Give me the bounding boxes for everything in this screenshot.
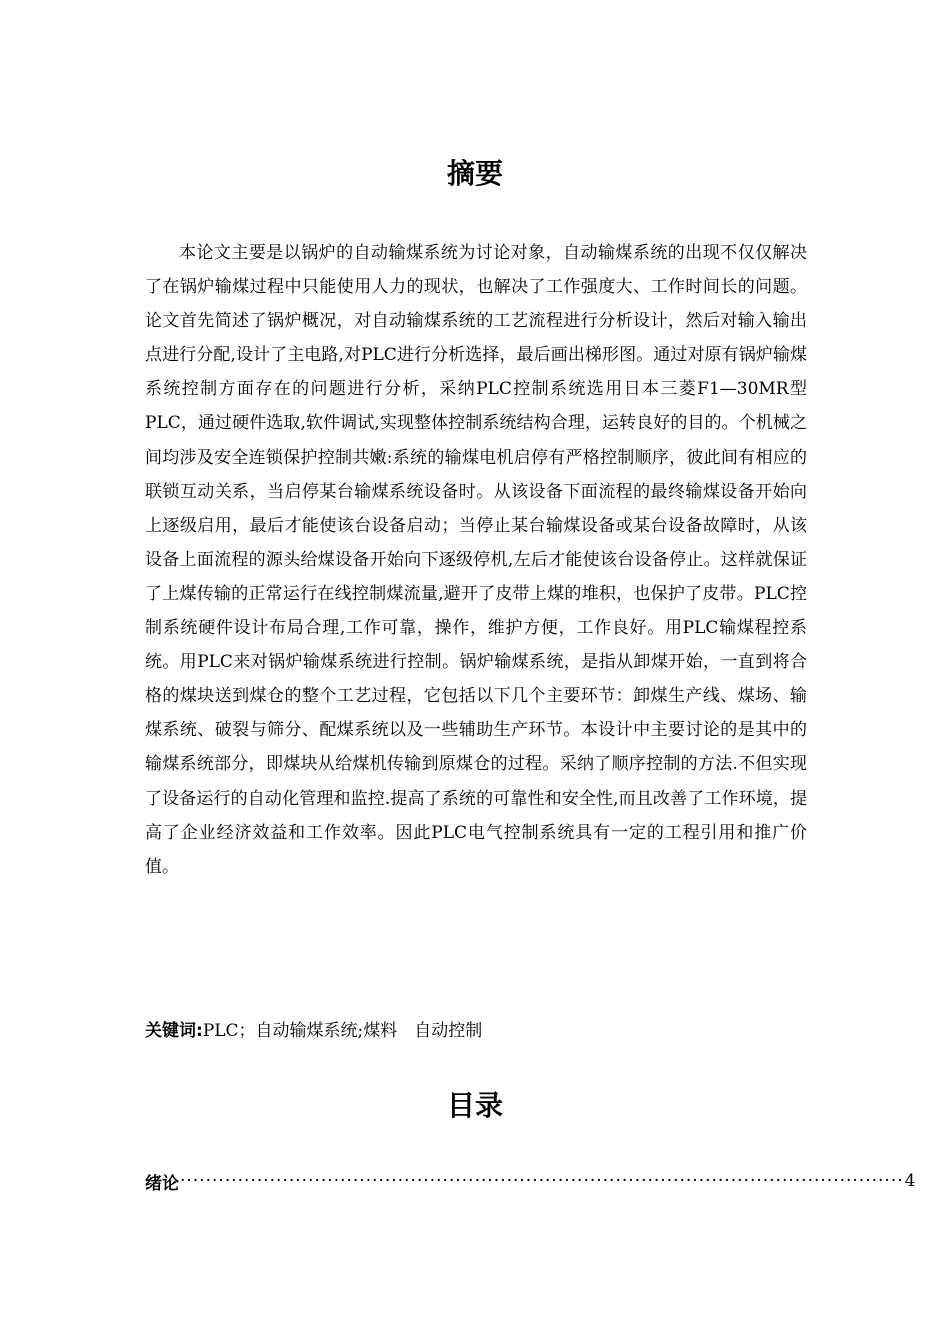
abstract-body: 本论文主要是以锅炉的自动输煤系统为讨论对象，自动输煤系统的出现不仅仅解决了在锅炉输煤过程中只能使用人力的现状，也解决了工作强度大、工作时间长的问题。论文首先简述了锅炉概况，对自动输煤系统的工艺流程进行分析设计，然后对输入输出点进行分配,设计了主电路,对PLC进行分析选择，最后画出梯形图。通过对原有锅炉输煤系统控制方面存在的问题进行分析，采纳PLC控制系统选用日本三菱F1—30MR型PLC，通过硬件选取,软件调试,实现整体控制系统结构合理，运转良好的目的。个机械之间均涉及安全连锁保护控制共嫩:系统的输煤电机启停有严格控制顺序，彼此间有相应的联锁互动关系，当启停某台输煤系统设备时。从该设备下面流程的最终输煤设备开始向上逐级启用，最后才能使该台设备启动；当停止某台输煤设备或某台设备故障时，从该设备上面流程的源头给煤设备开始向下逐级停机,左后才能使该台设备停止。这样就保证了上煤传输的正常运行在线控制煤流量,避开了皮带上煤的堆积，也保护了皮带。PLC控制系统硬件设计布局合理,工作可靠，操作，维护方便，工作良好。用PLC输煤程控系统。用PLC来对锅炉输煤系统进行控制。锅炉输煤系统，是指从卸煤开始，一直到将合格的煤块送到煤仓的整个工艺过程，它包括以下几个主要环节：卸煤生产线、煤场、输煤系统、破裂与筛分、配煤系统以及一些辅助生产环节。本设计中主要讨论的是其中的输煤系统部分，即煤块从给煤机传输到原煤仓的过程。采纳了顺序控制的方法.不但实现了设备运行的自动化管理和监控.提高了系统的可靠性和安全性,而且改善了工作环境，提高了企业经济效益和工作效率。因此PLC电气控制系统具有一定的工程引用和推广价值。 — [145, 243, 807, 877]
toc-entry-page-number: 4 — [904, 1171, 916, 1191]
toc-entry-label: 绪论 — [145, 1173, 179, 1194]
toc-entry[interactable] — [145, 1166, 916, 1196]
toc-entry-leader: ················································································································· — [180, 1171, 904, 1191]
keywords-line — [145, 1016, 807, 1046]
abstract-title: 摘要 — [446, 157, 503, 190]
keywords-label: 关键词: — [145, 1021, 203, 1041]
toc-title: 目录 — [446, 1089, 503, 1122]
keywords-text: PLC；自动输煤系统;煤料 自动控制 — [202, 1021, 483, 1041]
